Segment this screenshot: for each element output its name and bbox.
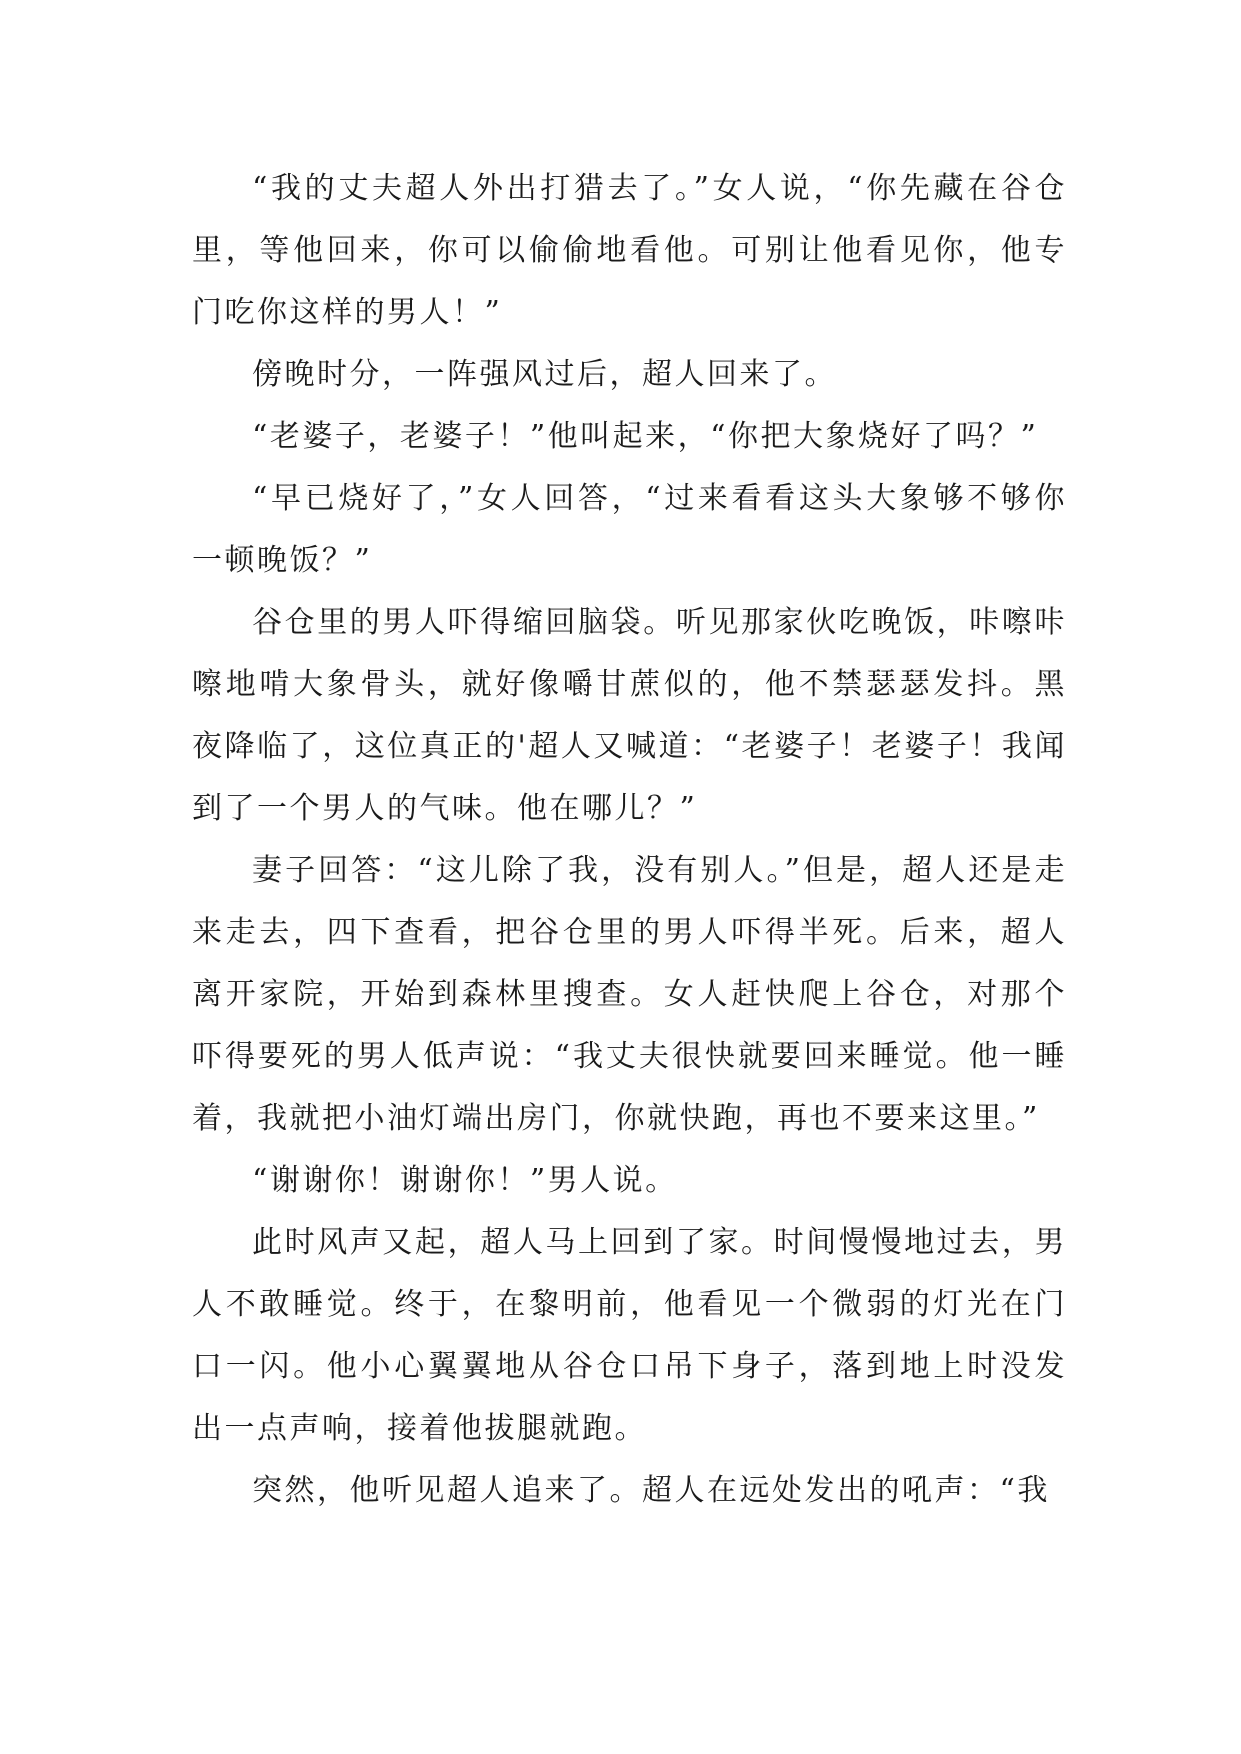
paragraph: “谢谢你！谢谢你！”男人说。: [252, 1163, 678, 1198]
paragraph: “早已烧好了，”女人回答，“过来看看这头大象够不够你一顿晚饭？”: [192, 481, 1067, 578]
paragraph: 突然，他听见超人追来了。超人在远处发出的吼声：“我: [252, 1473, 1050, 1508]
paragraph: “老婆子，老婆子！”他叫起来，“你把大象烧好了吗？”: [252, 419, 1039, 454]
paragraph: “我的丈夫超人外出打猎去了。”女人说，“你先藏在谷仓里，等他回来，你可以偷偷地看他。可别让他看见你，他专门吃你这样的男人！”: [192, 171, 1067, 330]
paragraph: 此时风声又起，超人马上回到了家。时间慢慢地过去，男人不敢睡觉。终于，在黎明前，他看见一个微弱的灯光在门口一闪。他小心翼翼地从谷仓口吊下身子，落到地上时没发出一点声响，接着他拔腿就跑。: [192, 1225, 1067, 1446]
paragraph: 谷仓里的男人吓得缩回脑袋。听见那家伙吃晚饭，咔嚓咔嚓地啃大象骨头，就好像嚼甘蔗似的，他不禁瑟瑟发抖。黑夜降临了，这位真正的'超人又喊道：“老婆子！老婆子！我闻到了一个男人的气味。他在哪儿？”: [192, 605, 1067, 826]
paragraph: 傍晚时分，一阵强风过后，超人回来了。: [252, 357, 837, 392]
paragraph: 妻子回答：“这儿除了我，没有别人。”但是，超人还是走来走去，四下查看，把谷仓里的男人吓得半死。后来，超人离开家院，开始到森林里搜查。女人赶快爬上谷仓，对那个吓得要死的男人低声说：“我丈夫很快就要回来睡觉。他一睡着，我就把小油灯端出房门，你就快跑，再也不要来这里。”: [192, 853, 1067, 1136]
story-text: [192, 158, 1067, 1522]
